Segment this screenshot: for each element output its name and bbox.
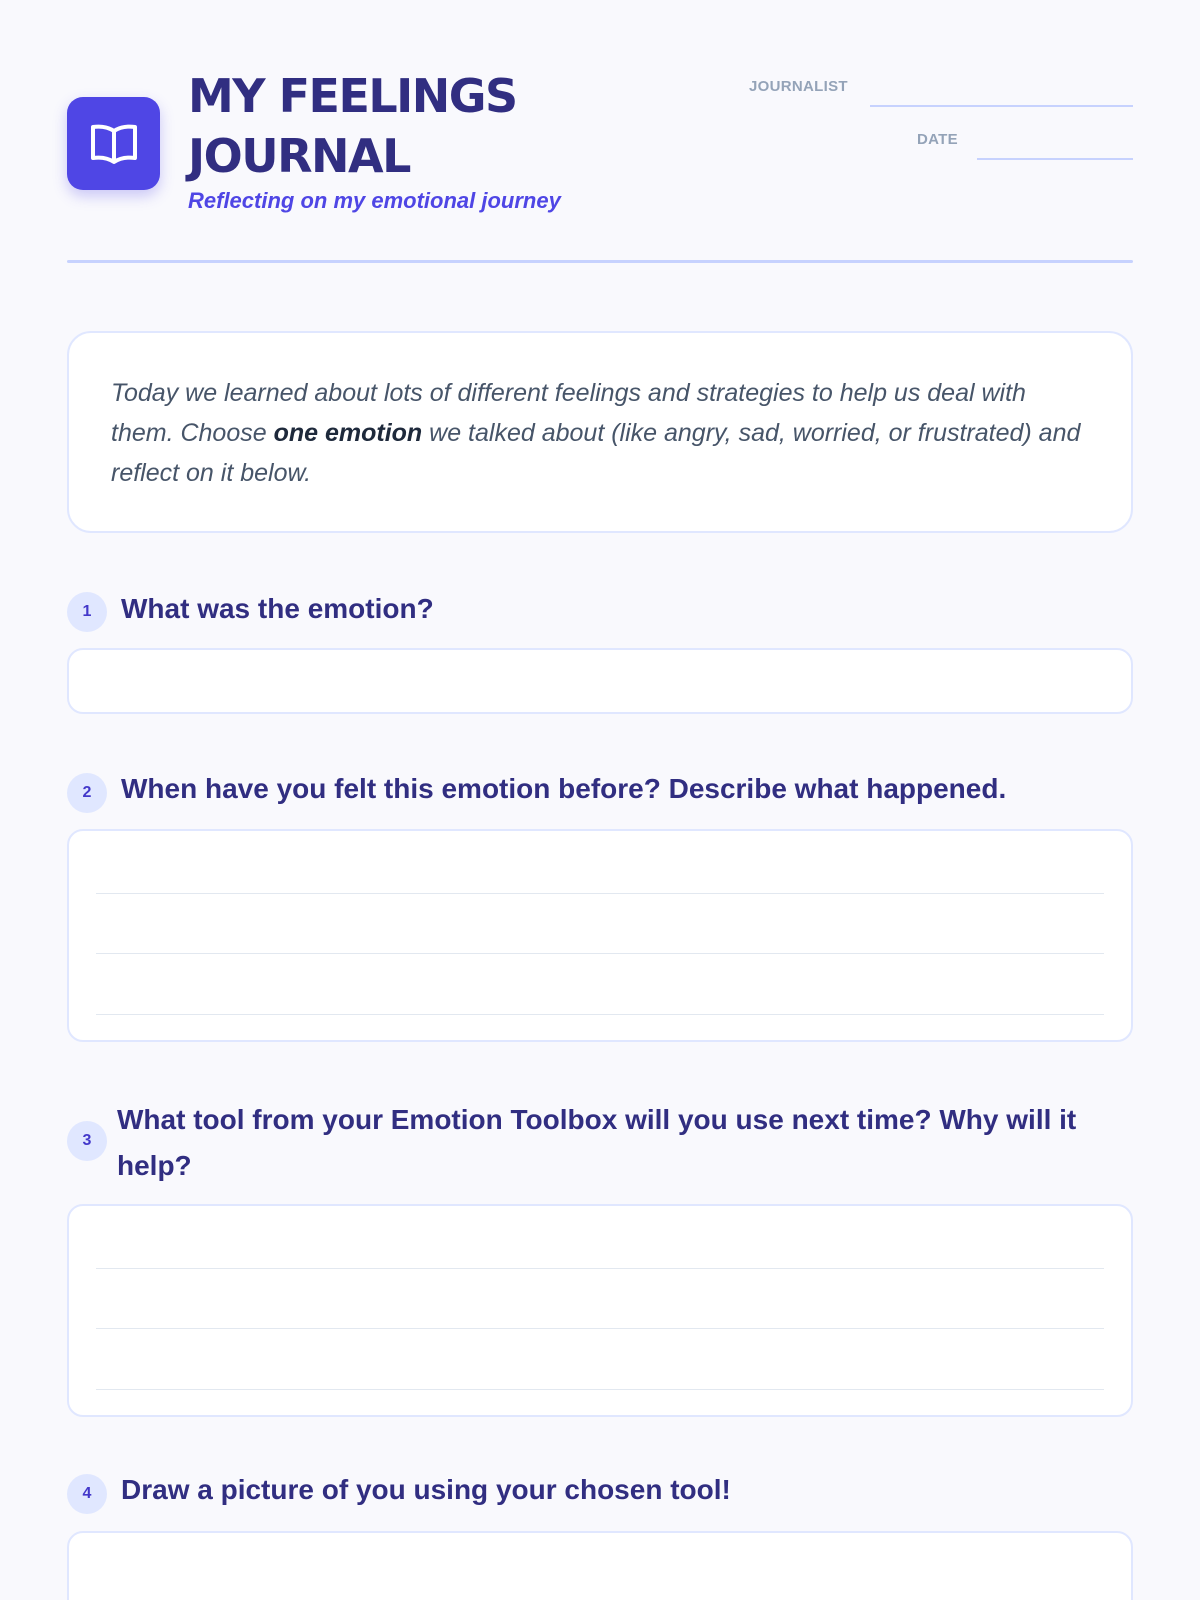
emphasis-text: one emotion xyxy=(273,419,423,447)
logo-badge xyxy=(67,97,160,190)
drawing-area[interactable] xyxy=(67,1531,1133,1600)
date-label: DATE xyxy=(917,131,958,148)
answer-field-1[interactable] xyxy=(67,648,1133,714)
header-divider xyxy=(67,260,1133,263)
date-field[interactable] xyxy=(977,158,1133,160)
question-number-badge: 4 xyxy=(67,1474,107,1514)
answer-field-2[interactable] xyxy=(67,829,1133,1042)
open-book-icon xyxy=(89,122,139,166)
question-2-text: When have you felt this emotion before? Describe what happened. xyxy=(121,773,1007,804)
instructions-card xyxy=(67,331,1133,533)
answer-field-3[interactable] xyxy=(67,1204,1133,1417)
question-number-badge: 3 xyxy=(67,1121,107,1161)
question-4-text: Draw a picture of you using your chosen tool! xyxy=(121,1474,731,1505)
question-1-text: What was the emotion? xyxy=(121,593,434,624)
instructions-text: Today we learned about lots of different feelings and strategies to help us deal with them. Choose one emotion we talked about (like angry, sad, worried, or frustrated) and reflect on it below. xyxy=(111,379,1081,487)
journalist-field[interactable] xyxy=(870,105,1133,107)
writing-line xyxy=(96,953,1104,954)
question-number-badge: 2 xyxy=(67,773,107,813)
title-line-2: JOURNAL xyxy=(188,129,410,183)
writing-line xyxy=(96,893,1104,894)
writing-line xyxy=(96,1268,1104,1269)
question-number-badge: 1 xyxy=(67,592,107,632)
writing-line xyxy=(96,1014,1104,1015)
question-3-text: What tool from your Emotion Toolbox will you use next time? Why will it help? xyxy=(117,1104,1077,1181)
journalist-label: JOURNALIST xyxy=(749,78,848,95)
page-title xyxy=(188,66,608,186)
writing-line xyxy=(96,1389,1104,1390)
page-subtitle: Reflecting on my emotional journey xyxy=(188,188,561,213)
title-line-1: MY FEELINGS xyxy=(188,69,517,123)
writing-line xyxy=(96,1328,1104,1329)
